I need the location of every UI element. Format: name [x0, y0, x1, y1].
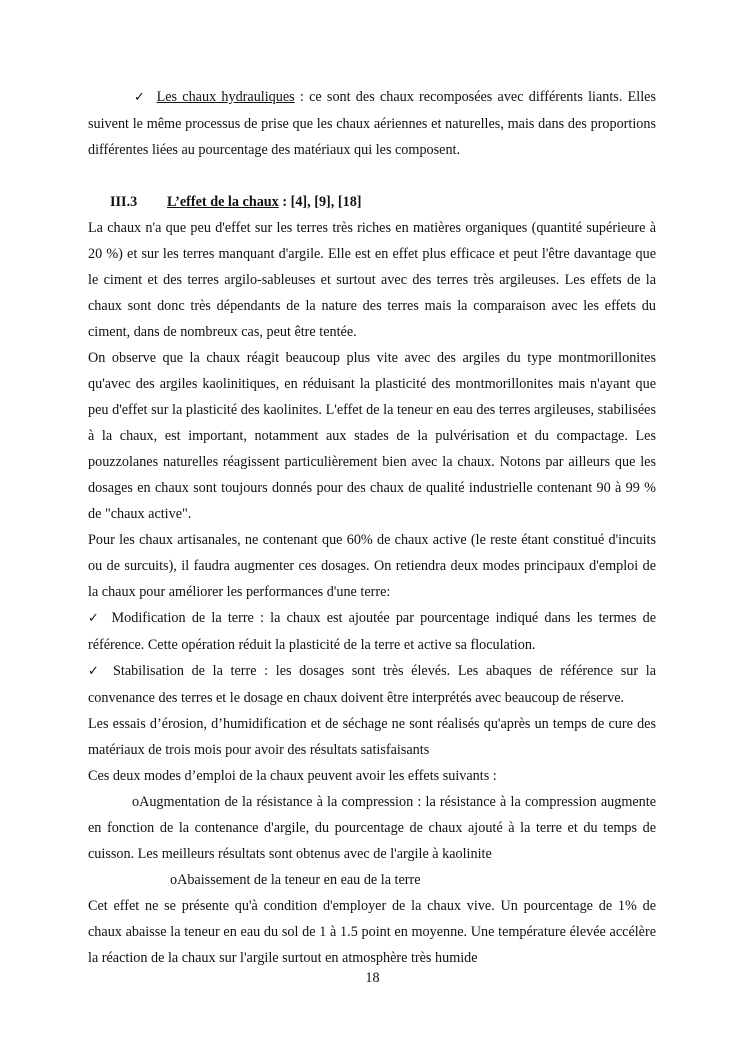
- section-title: L’effet de la chaux: [167, 194, 279, 210]
- paragraph-modes: Ces deux modes d’emploi de la chaux peuvent avoir les effets suivants :: [88, 768, 497, 784]
- check-item-text: Stabilisation de la terre : les dosages sont très élevés. Les abaques de référence sur la convenance des terres et le dosage en chaux doivent être interprétés avec beaucoup de réserve.: [88, 663, 656, 706]
- paragraph-3: Pour les chaux artisanales, ne contenant que 60% de chaux active (le reste étant constitué d'incuits ou de surcuits), il faudra augmenter ces dosages. On retiendra deux modes principaux d'emploi de la chaux pour améliorer les performances d'une terre:: [88, 532, 656, 600]
- section-refs: : [4], [9], [18]: [278, 194, 362, 210]
- effect-text: Augmentation de la résistance à la compression : la résistance à la compression augmente en fonction de la contenance d'argile, du pourcentage de chaux ajouté à la terre et du temps de cuisson. Les meilleurs résultats sont obtenus avec de l'argile à kaolinite: [88, 794, 656, 862]
- page-number: 18: [365, 970, 380, 986]
- checkmark-icon: ✓: [88, 611, 102, 626]
- paragraph-2: On observe que la chaux réagit beaucoup plus vite avec des argiles du type montmorillonites qu'avec des argiles kaolinitiques, en réduisant la plasticité des montmorillonites mais n'ayant que peu d'effet sur la plasticité des kaolinites. L'effet de la teneur en eau des terres argileuses, stabilisées à la chaux, est important, notamment aux stades de la pulvérisation et du compactage. Les pouzzolanes naturelles réagissent particulièrement bien avec la chaux. Notons par ailleurs que les dosages en chaux sont toujours donnés pour des chaux de qualité industrielle contenant 90 à 99 % de "chaux active".: [88, 350, 656, 522]
- intro-paragraph: [88, 84, 656, 163]
- check-item-text: Modification de la terre : la chaux est ajoutée par pourcentage indiqué dans les termes de référence. Cette opération réduit la plasticité de la terre et active sa floculation.: [88, 610, 656, 653]
- effect-text: Abaissement de la teneur en eau de la terre: [177, 872, 421, 888]
- section-heading: [88, 189, 656, 215]
- circle-bullet-icon: o: [132, 794, 140, 810]
- checkmark-icon: ✓: [88, 664, 103, 679]
- check-item-modification: [88, 605, 656, 658]
- paragraph-essais: Les essais d’érosion, d’humidification et de séchage ne sont réalisés qu'après un temps de cure des matériaux de trois mois pour avoir des résultats satisfaisants: [88, 716, 656, 758]
- circle-bullet-icon: o: [170, 872, 178, 888]
- section-number: III.3: [110, 194, 138, 210]
- intro-text: : ce sont des chaux recomposées avec différents liants. Elles suivent le même processus de prise que les chaux aériennes et naturelles, mais dans des proportions différentes liées au pourcentage des matériaux qui les composent.: [88, 89, 656, 158]
- paragraph-closing: Cet effet ne se présente qu'à condition d'employer de la chaux vive. Un pourcentage de 1% de chaux abaisse la teneur en eau du sol de 1 à 1.5 point en moyenne. Une température élevée accélère la réaction de la chaux sur l'argile surtout en atmosphère très humide: [88, 898, 656, 966]
- check-item-stabilisation: [88, 658, 656, 711]
- intro-term: Les chaux hydrauliques: [156, 89, 295, 105]
- effect-item-teneur: [88, 867, 656, 893]
- document-body: [88, 84, 656, 971]
- checkmark-icon: ✓: [134, 90, 147, 105]
- paragraph-1: La chaux n'a que peu d'effet sur les terres très riches en matières organiques (quantité supérieure à 20 %) et sur les terres manquant d'argile. Elle est en effet plus efficace et peut l'être davantage que le ciment et des terres argilo-sableuses et surtout avec des terres très argileuses. Les effets de la chaux sont donc très dépendants de la nature des terres mais la comparaison avec les effets du ciment, dans de nombreux cas, peut être tentée.: [88, 220, 656, 340]
- effect-item-compression: [88, 789, 656, 867]
